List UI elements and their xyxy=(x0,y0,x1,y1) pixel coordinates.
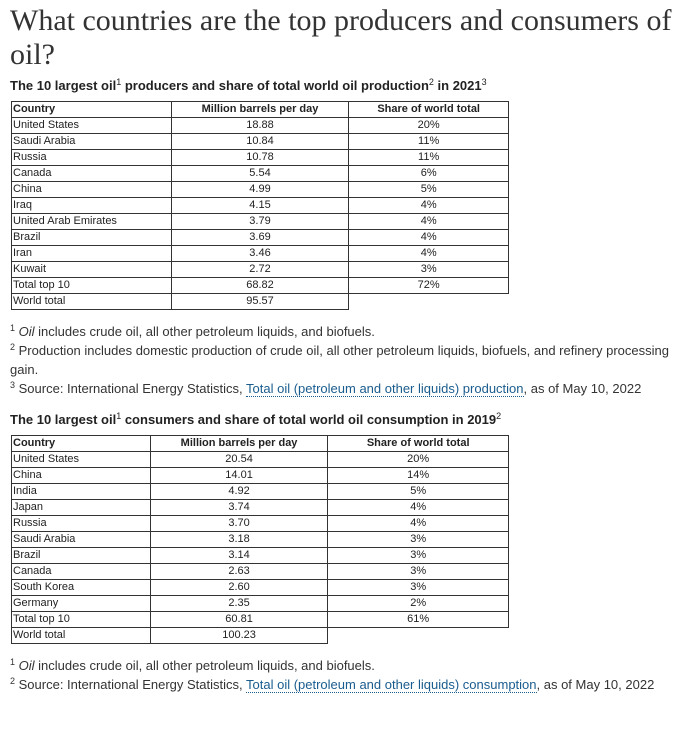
column-header-barrels: Million barrels per day xyxy=(171,102,349,118)
producers-heading-text: producers and share of total world oil production xyxy=(121,78,429,93)
country-cell: Russia xyxy=(12,150,172,166)
country-cell: United Arab Emirates xyxy=(12,214,172,230)
footnote-text: , as of May 10, 2022 xyxy=(523,381,642,396)
footnote-ref: 1 xyxy=(116,411,122,421)
consumers-notes xyxy=(10,656,687,694)
country-cell: Canada xyxy=(12,564,151,580)
share-cell: 4% xyxy=(349,214,509,230)
footnote-text: Production includes domestic production of crude oil, all other petroleum liquids, biofuels, and refinery processing gain. xyxy=(10,343,669,377)
footnote-text: includes crude oil, all other petroleum liquids, and biofuels. xyxy=(34,658,375,673)
country-cell: India xyxy=(12,484,151,500)
footnote-number: 1 xyxy=(10,657,16,667)
share-cell: 3% xyxy=(328,564,509,580)
country-cell: Japan xyxy=(12,500,151,516)
footnote-3 xyxy=(10,379,687,398)
table-row xyxy=(12,532,509,548)
barrels-cell: 3.69 xyxy=(171,230,349,246)
consumers-heading xyxy=(10,412,687,427)
share-cell: 4% xyxy=(349,198,509,214)
barrels-cell: 3.79 xyxy=(171,214,349,230)
share-cell: 11% xyxy=(349,150,509,166)
consumers-heading-text: The 10 largest oil xyxy=(10,412,117,427)
column-header-share: Share of world total xyxy=(328,436,509,452)
footnote-text: , as of May 10, 2022 xyxy=(536,677,655,692)
country-cell: Brazil xyxy=(12,230,172,246)
footnote-ref: 3 xyxy=(481,77,487,87)
barrels-cell: 10.78 xyxy=(171,150,349,166)
country-cell: Canada xyxy=(12,166,172,182)
country-cell: Brazil xyxy=(12,548,151,564)
country-cell: World total xyxy=(12,628,151,644)
share-cell: 20% xyxy=(349,118,509,134)
table-row xyxy=(12,278,509,294)
producers-table xyxy=(11,101,509,310)
country-cell: United States xyxy=(12,452,151,468)
share-cell xyxy=(349,294,509,310)
footnote-1 xyxy=(10,656,687,675)
footnote-text: Source: International Energy Statistics, xyxy=(15,381,247,396)
barrels-cell: 4.15 xyxy=(171,198,349,214)
table-row xyxy=(12,230,509,246)
footnote-ref: 2 xyxy=(496,411,502,421)
producers-notes xyxy=(10,322,687,398)
country-cell: Total top 10 xyxy=(12,278,172,294)
footnote-ref: 1 xyxy=(116,77,122,87)
footnote-text: Source: International Energy Statistics, xyxy=(15,677,247,692)
country-cell: United States xyxy=(12,118,172,134)
barrels-cell: 68.82 xyxy=(171,278,349,294)
page-title: What countries are the top producers and consumers of oil? xyxy=(10,4,672,71)
table-row xyxy=(12,468,509,484)
footnote-ref: 2 xyxy=(428,77,434,87)
producers-heading xyxy=(10,78,687,93)
share-cell: 3% xyxy=(328,580,509,596)
barrels-cell: 2.60 xyxy=(150,580,328,596)
barrels-cell: 18.88 xyxy=(171,118,349,134)
table-row xyxy=(12,134,509,150)
table-row xyxy=(12,500,509,516)
share-cell xyxy=(328,628,509,644)
column-header-country: Country xyxy=(12,102,172,118)
share-cell: 4% xyxy=(328,516,509,532)
table-header-row xyxy=(12,102,509,118)
column-header-barrels: Million barrels per day xyxy=(150,436,328,452)
table-row xyxy=(12,548,509,564)
table-row xyxy=(12,484,509,500)
barrels-cell: 20.54 xyxy=(150,452,328,468)
table-row xyxy=(12,150,509,166)
producers-heading-text: in 2021 xyxy=(433,78,482,93)
share-cell: 4% xyxy=(328,500,509,516)
footnote-number: 1 xyxy=(10,323,16,333)
footnote-number: 3 xyxy=(10,380,16,390)
table-row xyxy=(12,214,509,230)
table-row xyxy=(12,516,509,532)
barrels-cell: 2.35 xyxy=(150,596,328,612)
table-row xyxy=(12,580,509,596)
share-cell: 3% xyxy=(328,548,509,564)
share-cell: 11% xyxy=(349,134,509,150)
country-cell: South Korea xyxy=(12,580,151,596)
table-header-row xyxy=(12,436,509,452)
country-cell: Total top 10 xyxy=(12,612,151,628)
barrels-cell: 3.74 xyxy=(150,500,328,516)
table-row xyxy=(12,118,509,134)
table-row xyxy=(12,182,509,198)
country-cell: Iran xyxy=(12,246,172,262)
share-cell: 61% xyxy=(328,612,509,628)
country-cell: Kuwait xyxy=(12,262,172,278)
consumers-table-body xyxy=(12,452,509,644)
barrels-cell: 95.57 xyxy=(171,294,349,310)
footnote-text: includes crude oil, all other petroleum liquids, and biofuels. xyxy=(34,324,375,339)
country-cell: Iraq xyxy=(12,198,172,214)
barrels-cell: 14.01 xyxy=(150,468,328,484)
barrels-cell: 60.81 xyxy=(150,612,328,628)
barrels-cell: 10.84 xyxy=(171,134,349,150)
barrels-cell: 3.70 xyxy=(150,516,328,532)
barrels-cell: 5.54 xyxy=(171,166,349,182)
share-cell: 72% xyxy=(349,278,509,294)
barrels-cell: 3.46 xyxy=(171,246,349,262)
producers-heading-text: The 10 largest oil xyxy=(10,78,117,93)
footnote-number: 2 xyxy=(10,676,16,686)
country-cell: Germany xyxy=(12,596,151,612)
consumers-heading-text: consumers and share of total world oil consumption in 2019 xyxy=(121,412,497,427)
table-row xyxy=(12,564,509,580)
barrels-cell: 2.72 xyxy=(171,262,349,278)
share-cell: 14% xyxy=(328,468,509,484)
barrels-cell: 2.63 xyxy=(150,564,328,580)
country-cell: Saudi Arabia xyxy=(12,532,151,548)
share-cell: 3% xyxy=(349,262,509,278)
share-cell: 4% xyxy=(349,246,509,262)
country-cell: China xyxy=(12,182,172,198)
table-row xyxy=(12,262,509,278)
producers-table-body xyxy=(12,118,509,310)
share-cell: 2% xyxy=(328,596,509,612)
footnote-2 xyxy=(10,341,687,379)
barrels-cell: 4.99 xyxy=(171,182,349,198)
footnote-1 xyxy=(10,322,687,341)
consumers-section xyxy=(10,412,687,694)
table-row xyxy=(12,246,509,262)
country-cell: World total xyxy=(12,294,172,310)
footnote-term: Oil xyxy=(18,658,35,673)
footnote-number: 2 xyxy=(10,342,16,352)
table-row xyxy=(12,452,509,468)
barrels-cell: 4.92 xyxy=(150,484,328,500)
share-cell: 20% xyxy=(328,452,509,468)
table-row xyxy=(12,612,509,628)
column-header-country: Country xyxy=(12,436,151,452)
share-cell: 5% xyxy=(328,484,509,500)
consumers-table xyxy=(11,435,509,644)
barrels-cell: 3.14 xyxy=(150,548,328,564)
footnote-term: Oil xyxy=(18,324,35,339)
share-cell: 6% xyxy=(349,166,509,182)
share-cell: 3% xyxy=(328,532,509,548)
country-cell: China xyxy=(12,468,151,484)
share-cell: 5% xyxy=(349,182,509,198)
table-row xyxy=(12,294,509,310)
production-source-link[interactable]: Total oil (petroleum and other liquids) production xyxy=(246,381,524,396)
barrels-cell: 3.18 xyxy=(150,532,328,548)
country-cell: Saudi Arabia xyxy=(12,134,172,150)
table-row xyxy=(12,628,509,644)
footnote-2 xyxy=(10,675,687,694)
barrels-cell: 100.23 xyxy=(150,628,328,644)
table-row xyxy=(12,198,509,214)
table-row xyxy=(12,596,509,612)
share-cell: 4% xyxy=(349,230,509,246)
consumption-source-link[interactable]: Total oil (petroleum and other liquids) consumption xyxy=(246,677,537,692)
table-row xyxy=(12,166,509,182)
column-header-share: Share of world total xyxy=(349,102,509,118)
country-cell: Russia xyxy=(12,516,151,532)
